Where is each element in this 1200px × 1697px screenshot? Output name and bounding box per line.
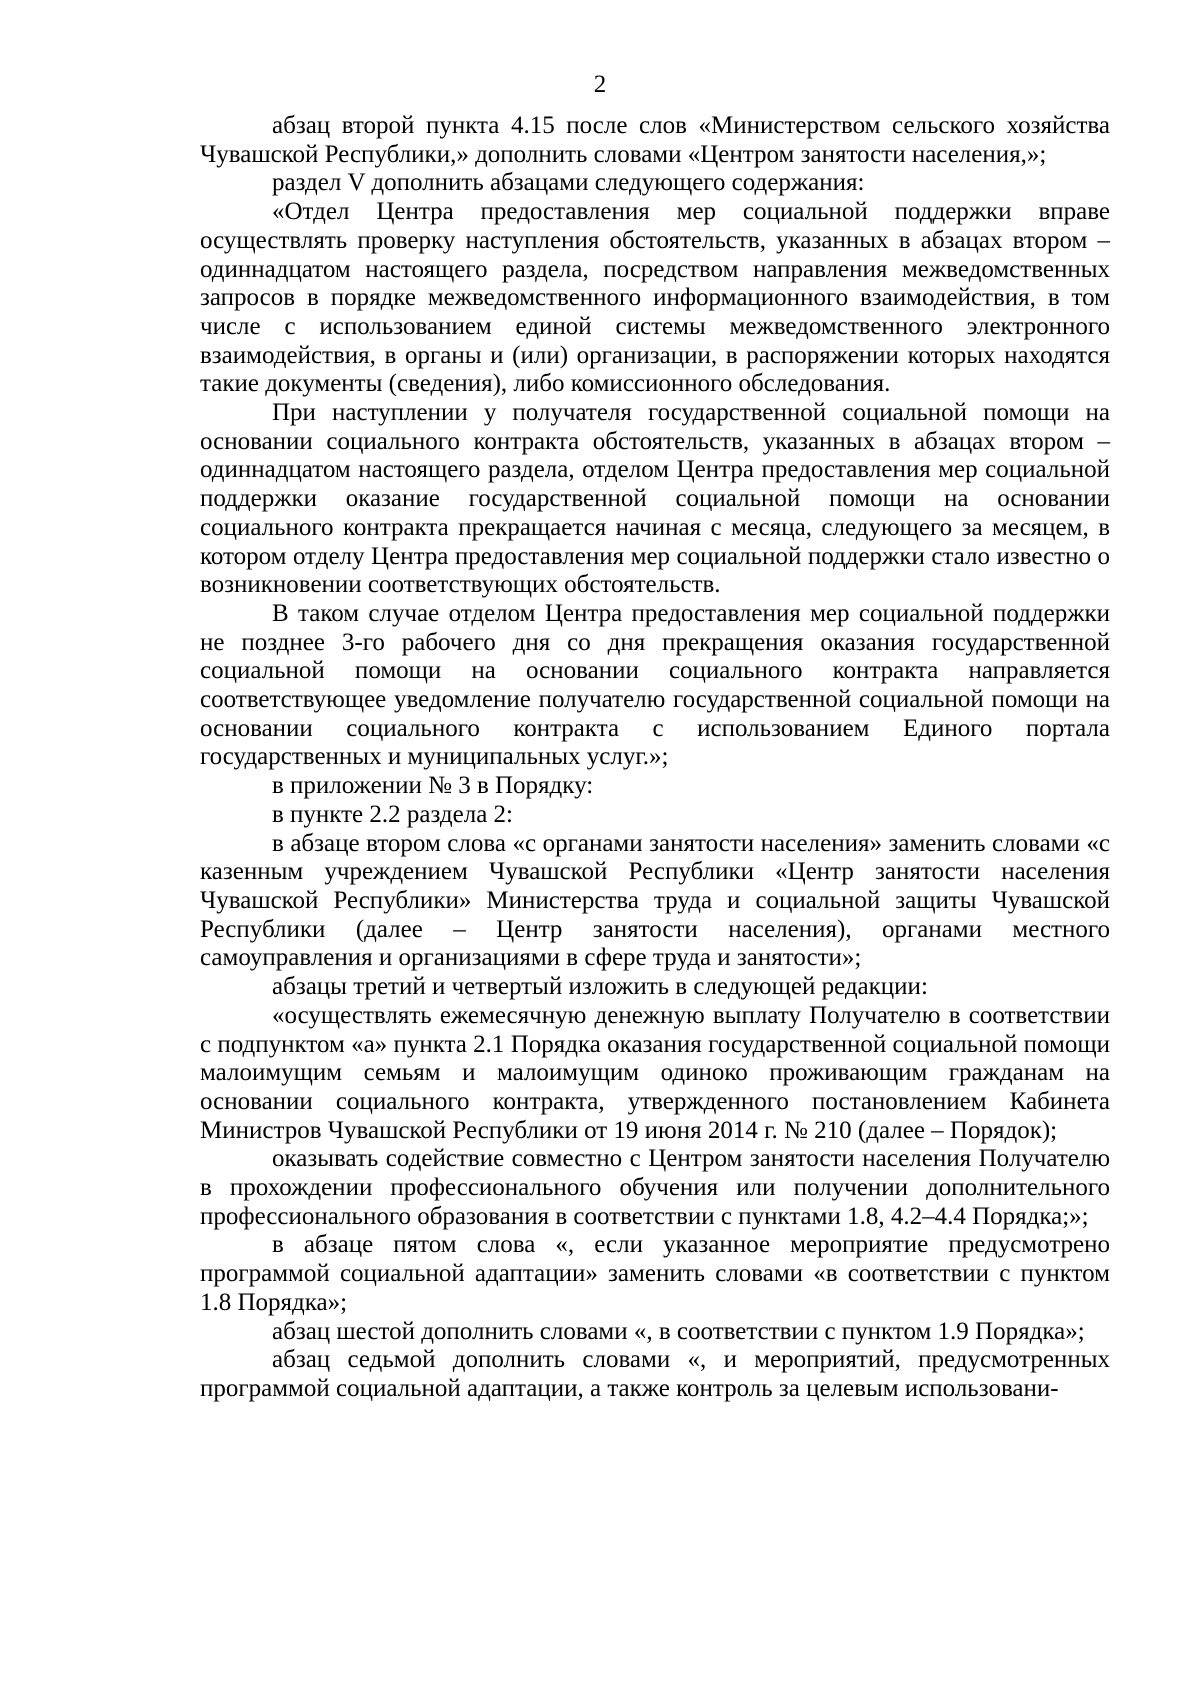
paragraph: оказывать содействие совместно с Центром занятости населения Получателю в прохождении профессионального обучения или получении дополнительного профессионального образования в соответствии с пунктами 1.8, 4.2–4.4 Порядка;»;: [200, 1145, 1110, 1230]
paragraph: абзац шестой дополнить словами «, в соответствии с пунктом 1.9 Порядка»;: [272, 1317, 1085, 1345]
paragraph: раздел V дополнить абзацами следующего содержания:: [272, 169, 865, 197]
paragraph: При наступлении у получателя государственной социальной помощи на основании социального контракта обстоятельств, указанных в абзацах втором – одиннадцатом настоящего раздела, отделом Центра предоставления мер социальной поддержки оказание государственной социальной помощи на основании социального контракта прекращается начиная с месяца, следующего за месяцем, в котором отделу Центра предоставления мер социальной поддержки стало известно о возникновении соответствующих обстоятельств.: [200, 399, 1110, 599]
paragraph: в абзаце пятом слова «, если указанное мероприятие предусмотрено программой социальной адаптации» заменить словами «в соответствии с пунктом 1.8 Порядка»;: [200, 1231, 1110, 1316]
paragraph: «Отдел Центра предоставления мер социальной поддержки вправе осуществлять проверку наступления обстоятельств, указанных в абзацах втором – одиннадцатом настоящего раздела, посредством направления межведомственных запросов в порядке межведомственного информационного взаимодействия, в том числе с использованием единой системы межведомственного электронного взаимодействия, в органы и (или) организации, в распоряжении которых находятся такие документы (сведения), либо комиссионного обследования.: [200, 198, 1110, 398]
paragraph: «осуществлять ежемесячную денежную выплату Получателю в соответствии с подпунктом «а» пункта 2.1 Порядка оказания государственной социальной помощи малоимущим семьям и малоимущим одиноко проживающим гражданам на основании социального контракта, утвержденного постановлением Кабинета Министров Чувашской Республики от 19 июня 2014 г. № 210 (далее – Порядок);: [200, 1001, 1110, 1144]
page-number: 2: [593, 71, 607, 98]
document-body: [200, 112, 1110, 1404]
paragraph: абзацы третий и четвертый изложить в следующей редакции:: [272, 973, 928, 1001]
paragraph: в пункте 2.2 раздела 2:: [272, 800, 514, 828]
paragraph: в абзаце втором слова «с органами занятости населения» заменить словами «с казенным учреждением Чувашской Республики «Центр занятости населения Чувашской Республики» Министерства труда и социальной защиты Чувашской Республики (далее – Центр занятости населения), органами местного самоуправления и организациями в сфере труда и занятости»;: [200, 829, 1110, 972]
paragraph: в приложении № 3 в Порядку:: [272, 772, 594, 800]
paragraph: абзац второй пункта 4.15 после слов «Министерством сельского хозяйства Чувашской Республики,» дополнить словами «Центром занятости населения,»;: [200, 112, 1110, 168]
paragraph: В таком случае отделом Центра предоставления мер социальной поддержки не позднее 3-го рабочего дня со дня прекращения оказания государственной социальной помощи на основании социального контракта направляется соответствующее уведомление получателю государственной социальной помощи на основании социального контракта с использованием Единого портала государственных и муниципальных услуг.»;: [200, 599, 1110, 771]
paragraph: абзац седьмой дополнить словами «, и мероприятий, предусмотренных программой социальной адаптации, а также контроль за целевым использовани-: [200, 1346, 1110, 1402]
